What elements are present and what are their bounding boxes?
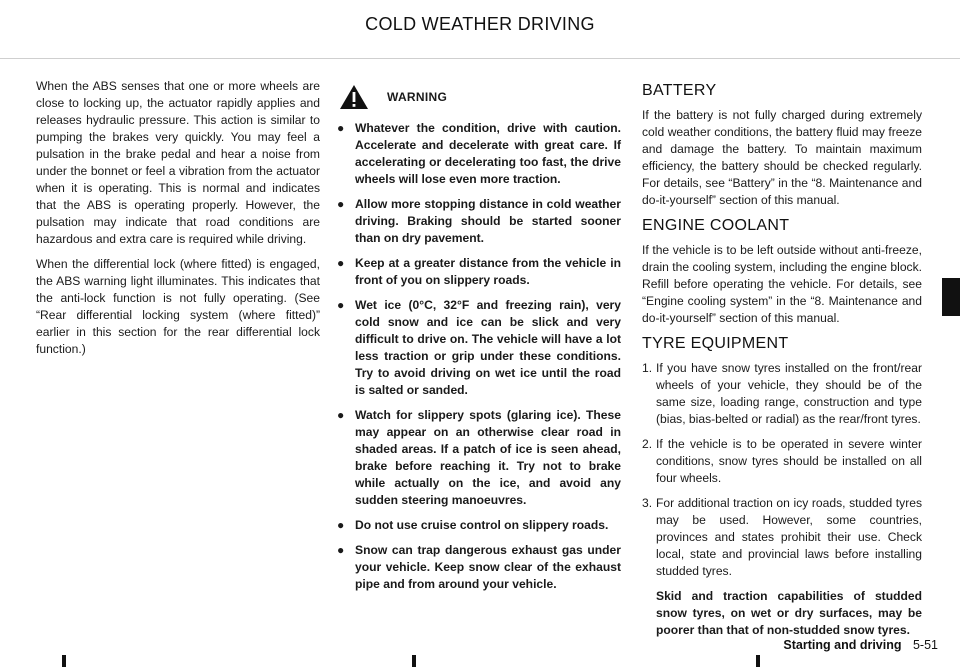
warning-header — [337, 78, 621, 116]
battery-heading: BATTERY — [642, 82, 717, 99]
page-header — [0, 0, 960, 59]
crop-mark — [756, 655, 760, 667]
battery-text: If the battery is not fully charged during extremely cold weather conditions, the battery fluid may freeze and damage the battery. To maintain maximum efficiency, the battery should be checked regularly. For details, see “Battery” in the “8. Maintenance and do-it-yourself” section of this manual. — [642, 108, 922, 207]
bullet: ● — [337, 518, 345, 532]
section-tab-marker — [942, 278, 960, 316]
warning-item: ● Keep at a greater distance from the vehicle in front of you on slippery roads. — [337, 256, 621, 287]
column-right — [642, 78, 922, 647]
bullet: ● — [337, 256, 345, 270]
page-number: 5-51 — [912, 638, 938, 652]
list-item: 1. If you have snow tyres installed on the front/rear wheels of your vehicle, they should be of the same size, loading range, construction and type (bias, bias-belted or radial) as the rear/front tyres. — [642, 361, 922, 426]
column-middle — [337, 78, 621, 601]
engine-coolant-heading: ENGINE COOLANT — [642, 217, 790, 234]
warning-item: ● Allow more stopping distance in cold weather driving. Braking should be started sooner than on dry pavement. — [337, 197, 621, 245]
bullet: ● — [337, 408, 345, 422]
page-footer — [783, 638, 938, 652]
studded-tyres-note: Skid and traction capabilities of studded snow tyres, on wet or dry surfaces, may be poorer than that of non-studded snow tyres. — [656, 589, 922, 637]
tyre-equipment-heading: TYRE EQUIPMENT — [642, 335, 789, 352]
engine-coolant-text: If the vehicle is to be left outside without anti-freeze, drain the cooling system, including the engine block. Refill before operating the vehicle. For details, see “Engine cooling system” in the “8. Maintenance and do-it-yourself” section of this manual. — [642, 243, 922, 325]
warning-title: WARNING — [387, 89, 448, 104]
warning-list — [337, 120, 621, 593]
list-item: 3. For additional traction on icy roads, studded tyres may be used. However, some countries, provinces and states prohibit their use. Check local, state and provincial laws before installing studded tyres. — [642, 496, 922, 578]
warning-triangle-icon — [339, 84, 369, 110]
warning-item: ● Do not use cruise control on slippery roads. — [337, 518, 609, 532]
abs-paragraph: When the ABS senses that one or more wheels are close to locking up, the actuator rapidly applies and releases hydraulic pressure. This action is similar to pumping the brakes very quickly. You may feel a pulsation in the brake pedal and hear a noise from under the bonnet or feel a vibration from the actuator when it is operating. This is normal and indicates that the ABS is operating properly. However, the pulsation may indicate that road conditions are hazardous and extra care is required while driving. — [36, 79, 320, 246]
footer-section: Starting and driving — [783, 638, 902, 652]
list-item: 2. If the vehicle is to be operated in severe winter conditions, snow tyres should be installed on all four wheels. — [642, 437, 922, 485]
tyre-list — [642, 360, 922, 580]
warning-item: ● Watch for slippery spots (glaring ice). These may appear on an otherwise clear road in shaded areas. If a patch of ice is seen ahead, brake before reaching it. Try not to brake while actually on the ice, and avoid any sudden steering manoeuvres. — [337, 408, 621, 507]
warning-item: ● Whatever the condition, drive with caution. Accelerate and decelerate with great care. If accelerating or decelerating too fast, the drive wheels will lose even more traction. — [337, 121, 621, 186]
crop-mark — [412, 655, 416, 667]
bullet: ● — [337, 543, 345, 557]
column-left — [36, 78, 320, 366]
page-title: COLD WEATHER DRIVING — [365, 14, 595, 34]
differential-lock-paragraph: When the differential lock (where fitted) is engaged, the ABS warning light illuminates. This indicates that the anti-lock function is not fully operating. (See “Rear differential locking system (where fitted)” earlier in this section for the rear differential lock function.) — [36, 257, 320, 356]
bullet: ● — [337, 298, 345, 312]
bullet: ● — [337, 121, 345, 135]
crop-mark — [62, 655, 66, 667]
warning-item: ● Snow can trap dangerous exhaust gas under your vehicle. Keep snow clear of the exhaust pipe and from around your vehicle. — [337, 543, 621, 591]
bullet: ● — [337, 197, 345, 211]
warning-item: ● Wet ice (0°C, 32°F and freezing rain), very cold snow and ice can be slick and very difficult to drive on. The vehicle will have a lot less traction or grip under these conditions. Try to avoid driving on wet ice until the road is salted or sanded. — [337, 298, 621, 397]
